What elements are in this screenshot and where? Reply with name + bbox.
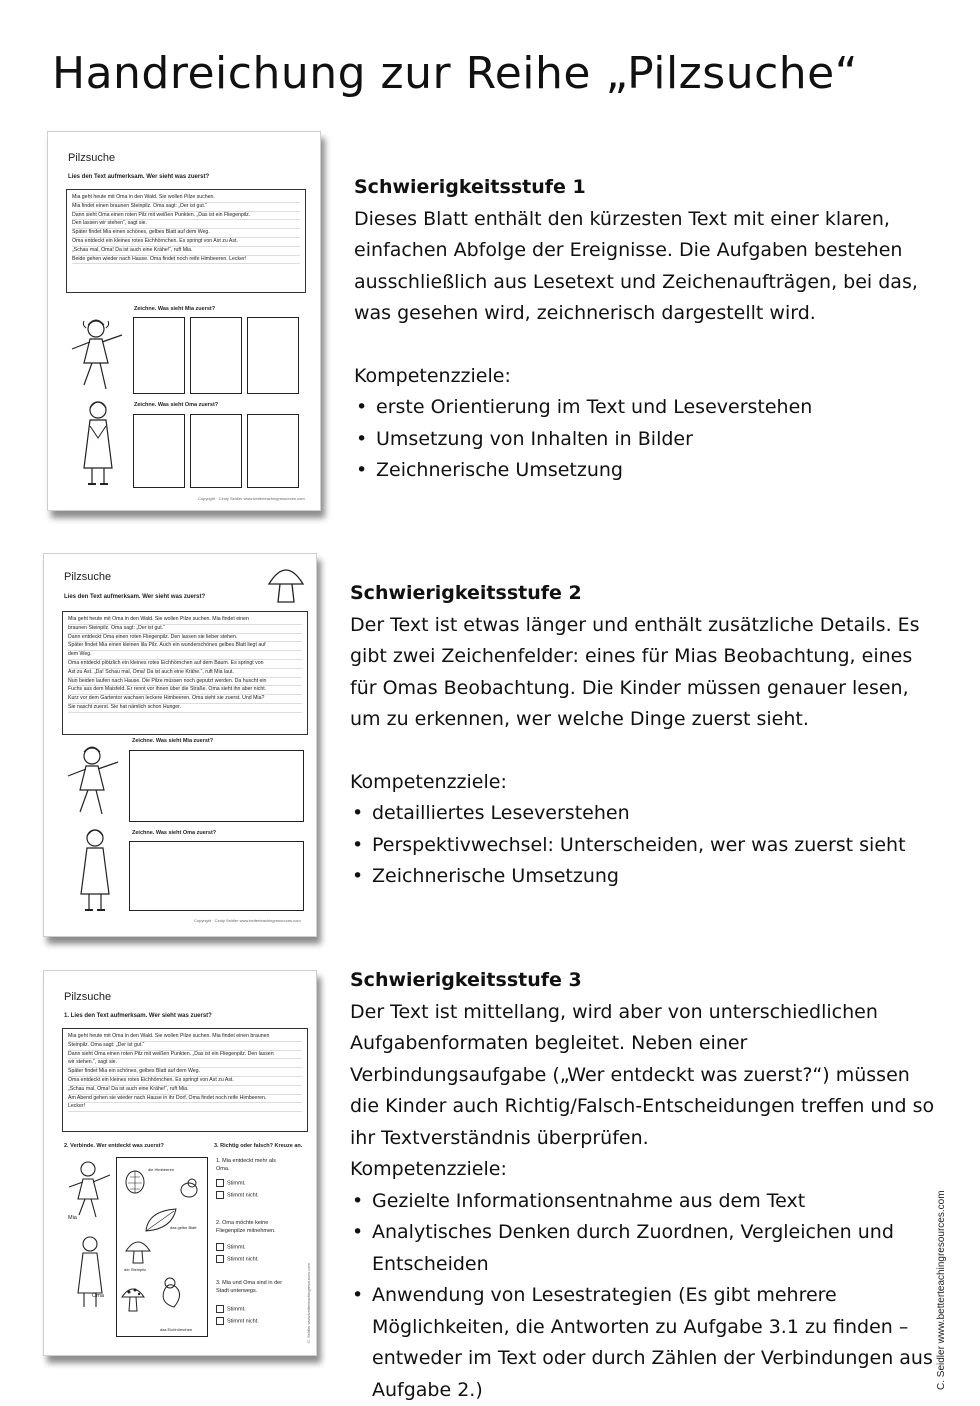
item-label: die Himbeeren bbox=[148, 1167, 174, 1172]
worksheet-thumbnail-level-2 bbox=[43, 553, 317, 937]
drawing-frame[interactable] bbox=[247, 317, 299, 394]
text-line: Später findet Mia einen kleinen lila Pilz. Auch ein wunderschönes gelbes Blatt liegt auf bbox=[68, 642, 302, 651]
worksheet-thumbnail-level-3 bbox=[43, 970, 317, 1356]
mushroom-icon bbox=[124, 1237, 152, 1265]
goal-item: • Perspektivwechsel: Unterscheiden, wer was zuerst sieht bbox=[350, 830, 936, 862]
worksheet-copyright: Copyright · Cindy Seidler www.betterteachingresources.com bbox=[198, 496, 305, 501]
worksheet-task: Lies den Text aufmerksam. Wer sieht was zuerst? bbox=[68, 174, 209, 180]
text-line: Später findet Mia einen schönes, gelbes Blatt auf dem Weg. bbox=[72, 229, 300, 238]
worksheet-text-box bbox=[66, 189, 306, 293]
text-line: Sie nascht zuerst. Sie hat nämlich schon Hunger. bbox=[68, 704, 302, 713]
goals-label: Kompetenzziele: bbox=[350, 1154, 942, 1186]
answer-true[interactable] bbox=[216, 1179, 246, 1187]
text-line: Kurz vor dem Gartentor wachsen leckere Himbeeren. Oma sieht sie zuerst. Und Mia? bbox=[68, 695, 302, 704]
level-heading: Schwierigkeitsstufe 3 bbox=[350, 965, 942, 997]
worksheet-task: 1. Lies den Text aufmerksam. Wer sieht was zuerst? bbox=[64, 1013, 212, 1019]
level-paragraph: Der Text ist mittellang, wird aber von unterschiedlichen Aufgabenformaten begleitet. Neben einer Verbindungsaufgabe („Wer entdeckt was zuerst?“) müssen die Kinder auch Richtig/Falsch-Entscheidungen treffen und so ihr Textverständnis überprüfen. bbox=[350, 997, 942, 1155]
false-label: Stimmt nicht. bbox=[227, 1192, 259, 1198]
goals-label: Kompetenzziele: bbox=[350, 767, 936, 799]
draw-label-oma: Zeichne. Was sieht Oma zuerst? bbox=[132, 830, 216, 836]
checkbox[interactable] bbox=[216, 1243, 224, 1251]
checkbox[interactable] bbox=[216, 1317, 224, 1325]
goal-item: • detailliertes Leseverstehen bbox=[350, 798, 936, 830]
bird-icon bbox=[176, 1175, 202, 1201]
goals-list bbox=[350, 1186, 942, 1406]
text-line: Steinpilz. Oma sagt: „Der ist gut.“ bbox=[68, 1042, 302, 1051]
text-line: Dann entdeckt Oma einen roten Fliegenpilz. Den lassen sie lieber stehen. bbox=[68, 634, 302, 643]
drawing-frame[interactable] bbox=[247, 414, 299, 488]
text-line: Lecker! bbox=[68, 1103, 302, 1112]
level-heading: Schwierigkeitsstufe 2 bbox=[350, 578, 936, 610]
level-heading: Schwierigkeitsstufe 1 bbox=[354, 172, 934, 204]
task3-label: 3. Richtig oder falsch? Kreuze an. bbox=[214, 1143, 302, 1149]
page-title: Handreichung zur Reihe „Pilzsuche“ bbox=[52, 48, 858, 99]
worksheet-title: Pilzsuche bbox=[64, 991, 111, 1003]
text-line: Beide gehen wieder nach Hause. Oma findet noch reife Himbeeren. Lecker! bbox=[72, 256, 300, 265]
text-line: Mia geht heute mit Oma in den Wald. Sie wollen Pilze suchen. bbox=[72, 194, 300, 203]
drawing-frame[interactable] bbox=[129, 750, 304, 822]
drawing-frame[interactable] bbox=[190, 414, 242, 488]
question: 2. Oma möchte keine Fliegenpilze mitnehmen. bbox=[216, 1219, 286, 1235]
worksheet-copyright: C. Seidler www.betterteachingresources.com bbox=[306, 1263, 311, 1343]
goals-list bbox=[350, 798, 936, 893]
girl-mia-illustration bbox=[64, 1157, 114, 1219]
oma-label: Oma bbox=[92, 1293, 104, 1299]
drawing-frame[interactable] bbox=[190, 317, 242, 394]
checkbox[interactable] bbox=[216, 1305, 224, 1313]
grandma-oma-illustration bbox=[72, 398, 124, 490]
false-label: Stimmt nicht. bbox=[227, 1318, 259, 1324]
mushroom-icon bbox=[266, 562, 306, 606]
task2-label: 2. Verbinde. Wer entdeckt was zuerst? bbox=[64, 1143, 164, 1149]
worksheet-title: Pilzsuche bbox=[68, 152, 115, 164]
goal-item: • Analytisches Denken durch Zuordnen, Vergleichen und Entscheiden bbox=[350, 1217, 942, 1280]
goal-item: • Zeichnerische Umsetzung bbox=[354, 455, 934, 487]
goal-item: • erste Orientierung im Text und Leseverstehen bbox=[354, 392, 934, 424]
worksheet-text-box bbox=[62, 611, 308, 735]
text-line: braunen Steinpilz. Oma sagt: „Der ist gut.“ bbox=[68, 625, 302, 634]
drawing-frame[interactable] bbox=[133, 414, 185, 488]
worksheet-thumbnail-level-1 bbox=[47, 131, 321, 511]
text-line: Mia findet einen braunen Steinpilz. Oma sagt: „Der ist gut.“ bbox=[72, 203, 300, 212]
answer-true[interactable] bbox=[216, 1305, 246, 1313]
text-line: Dann sieht Oma einen roten Pilz mit weißen Punkten. „Das ist ein Fliegenpilz. bbox=[72, 212, 300, 221]
text-line: dem Weg. bbox=[68, 651, 302, 660]
mia-label: Mia bbox=[68, 1215, 77, 1221]
draw-label-mia: Zeichne. Was sieht Mia zuerst? bbox=[134, 306, 215, 312]
text-line: Oma entdeckt plötzlich ein kleines rotes Eichhörnchen auf dem Baum. Es springt von bbox=[68, 660, 302, 669]
grandma-oma-illustration bbox=[68, 1233, 112, 1311]
true-label: Stimmt. bbox=[227, 1306, 246, 1312]
item-label: das gelbe Blatt bbox=[170, 1225, 196, 1230]
checkbox[interactable] bbox=[216, 1191, 224, 1199]
goals-label: Kompetenzziele: bbox=[354, 361, 934, 393]
draw-label-oma: Zeichne. Was sieht Oma zuerst? bbox=[134, 402, 218, 408]
text-line: Ast zu Ast. „Da! Schau mal, Oma! Da ist auch eine Krähe.“, ruft Mia laut. bbox=[68, 669, 302, 678]
level-2-description bbox=[350, 578, 936, 893]
level-paragraph: Der Text ist etwas länger und enthält zusätzliche Details. Es gibt zwei Zeichenfelder: eines für Mias Beobachtung, eines für Omas Beobachtung. Die Kinder müssen genauer lesen, um zu erkennen, wer welche Dinge zuerst sieht. bbox=[350, 610, 936, 736]
level-paragraph: Dieses Blatt enthält den kürzesten Text mit einer klaren, einfachen Abfolge der Ereignisse. Die Aufgaben bestehen ausschließlich aus Lesetext und Zeichenaufträgen, bei das, was gesehen wird, zeichnerisch dargestellt wird. bbox=[354, 204, 934, 330]
raspberry-icon bbox=[122, 1165, 148, 1195]
answer-true[interactable] bbox=[216, 1243, 246, 1251]
checkbox[interactable] bbox=[216, 1255, 224, 1263]
goal-item: • Gezielte Informationsentnahme aus dem Text bbox=[350, 1186, 942, 1218]
item-label: das Eichhörnchen bbox=[160, 1327, 192, 1332]
text-line: „Schau mal, Oma! Da ist auch eine Krähe!“, ruft Mia. bbox=[68, 1086, 302, 1095]
girl-mia-illustration bbox=[66, 315, 128, 393]
grandma-oma-illustration bbox=[70, 826, 120, 916]
goal-item: • Anwendung von Lesestrategien (Es gibt mehrere Möglichkeiten, die Antworten zu Aufgabe 3.1 zu finden – entweder im Text oder durch Zählen der Verbindungen aus Aufgabe 2.) bbox=[350, 1280, 942, 1406]
question: 1. Mia entdeckt mehr als Oma. bbox=[216, 1157, 286, 1173]
text-line: Oma entdeckt ein kleines rotes Eichhörnchen. Es springt von Ast zu Ast. bbox=[68, 1077, 302, 1086]
fly-agaric-icon bbox=[120, 1283, 146, 1313]
text-line: Nun beiden laufen nach Hause. Die Pilze müssen noch geputzt werden. Da huscht ein bbox=[68, 678, 302, 687]
squirrel-icon bbox=[156, 1273, 186, 1309]
text-line: wir stehen.“, sagt sie. bbox=[68, 1059, 302, 1068]
text-line: Am Abend gehen sie wieder nach Hause in ihr Dorf. Oma findet noch reife Himbeeren. bbox=[68, 1095, 302, 1104]
text-line: Fuchs aus dem Maisfeld. Er rennt vor ihnen über die Straße. Oma sieht ihn aber nicht. bbox=[68, 686, 302, 695]
answer-false[interactable] bbox=[216, 1317, 259, 1325]
text-line: Mia geht heute mit Oma in den Wald. Sie wollen Pilze suchen. Mia findet einen braunen bbox=[68, 1033, 302, 1042]
goals-list bbox=[354, 392, 934, 487]
level-3-description bbox=[350, 965, 942, 1406]
goal-item: • Zeichnerische Umsetzung bbox=[350, 861, 936, 893]
worksheet-task: Lies den Text aufmerksam. Wer sieht was zuerst? bbox=[64, 594, 205, 600]
true-label: Stimmt. bbox=[227, 1244, 246, 1250]
draw-label-mia: Zeichne. Was sieht Mia zuerst? bbox=[132, 738, 213, 744]
checkbox[interactable] bbox=[216, 1179, 224, 1187]
text-line: „Schau mal, Oma! Da ist auch eine Krähe!“, ruft Mia. bbox=[72, 247, 300, 256]
true-label: Stimmt. bbox=[227, 1180, 246, 1186]
drawing-frame[interactable] bbox=[133, 317, 185, 394]
text-line: Dann sieht Oma einen roten Pilz mit weißen Punkten. „Das ist ein Fliegenpilz. Den lassen bbox=[68, 1051, 302, 1060]
false-label: Stimmt nicht. bbox=[227, 1256, 259, 1262]
text-line: Oma entdeckt ein kleines rotes Eichhörnchen. Es springt von Ast zu Ast. bbox=[72, 238, 300, 247]
level-1-description bbox=[354, 172, 934, 487]
text-line: Den lassen wir stehen“, sagt sie. bbox=[72, 220, 300, 229]
girl-mia-illustration bbox=[62, 742, 122, 818]
answer-false[interactable] bbox=[216, 1191, 259, 1199]
question: 3. Mia und Oma sind in der Stadt unterwegs. bbox=[216, 1279, 286, 1295]
item-label: der Steinpilz bbox=[124, 1267, 146, 1272]
answer-false[interactable] bbox=[216, 1255, 259, 1263]
text-line: Mia geht heute mit Oma in den Wald. Sie wollen Pilze suchen. Mia findet einen bbox=[68, 616, 302, 625]
worksheet-text-box bbox=[62, 1028, 308, 1132]
goal-item: • Umsetzung von Inhalten in Bilder bbox=[354, 424, 934, 456]
text-line: Später findet Mia ein schönes, gelbes Blatt auf dem Weg. bbox=[68, 1068, 302, 1077]
author-credit: C. Seidler www.betterteachingresources.com bbox=[936, 1190, 947, 1390]
worksheet-copyright: Copyright · Cindy Seidler www.betterteachingresources.com bbox=[194, 918, 301, 923]
drawing-frame[interactable] bbox=[129, 841, 304, 911]
worksheet-title: Pilzsuche bbox=[64, 571, 111, 583]
